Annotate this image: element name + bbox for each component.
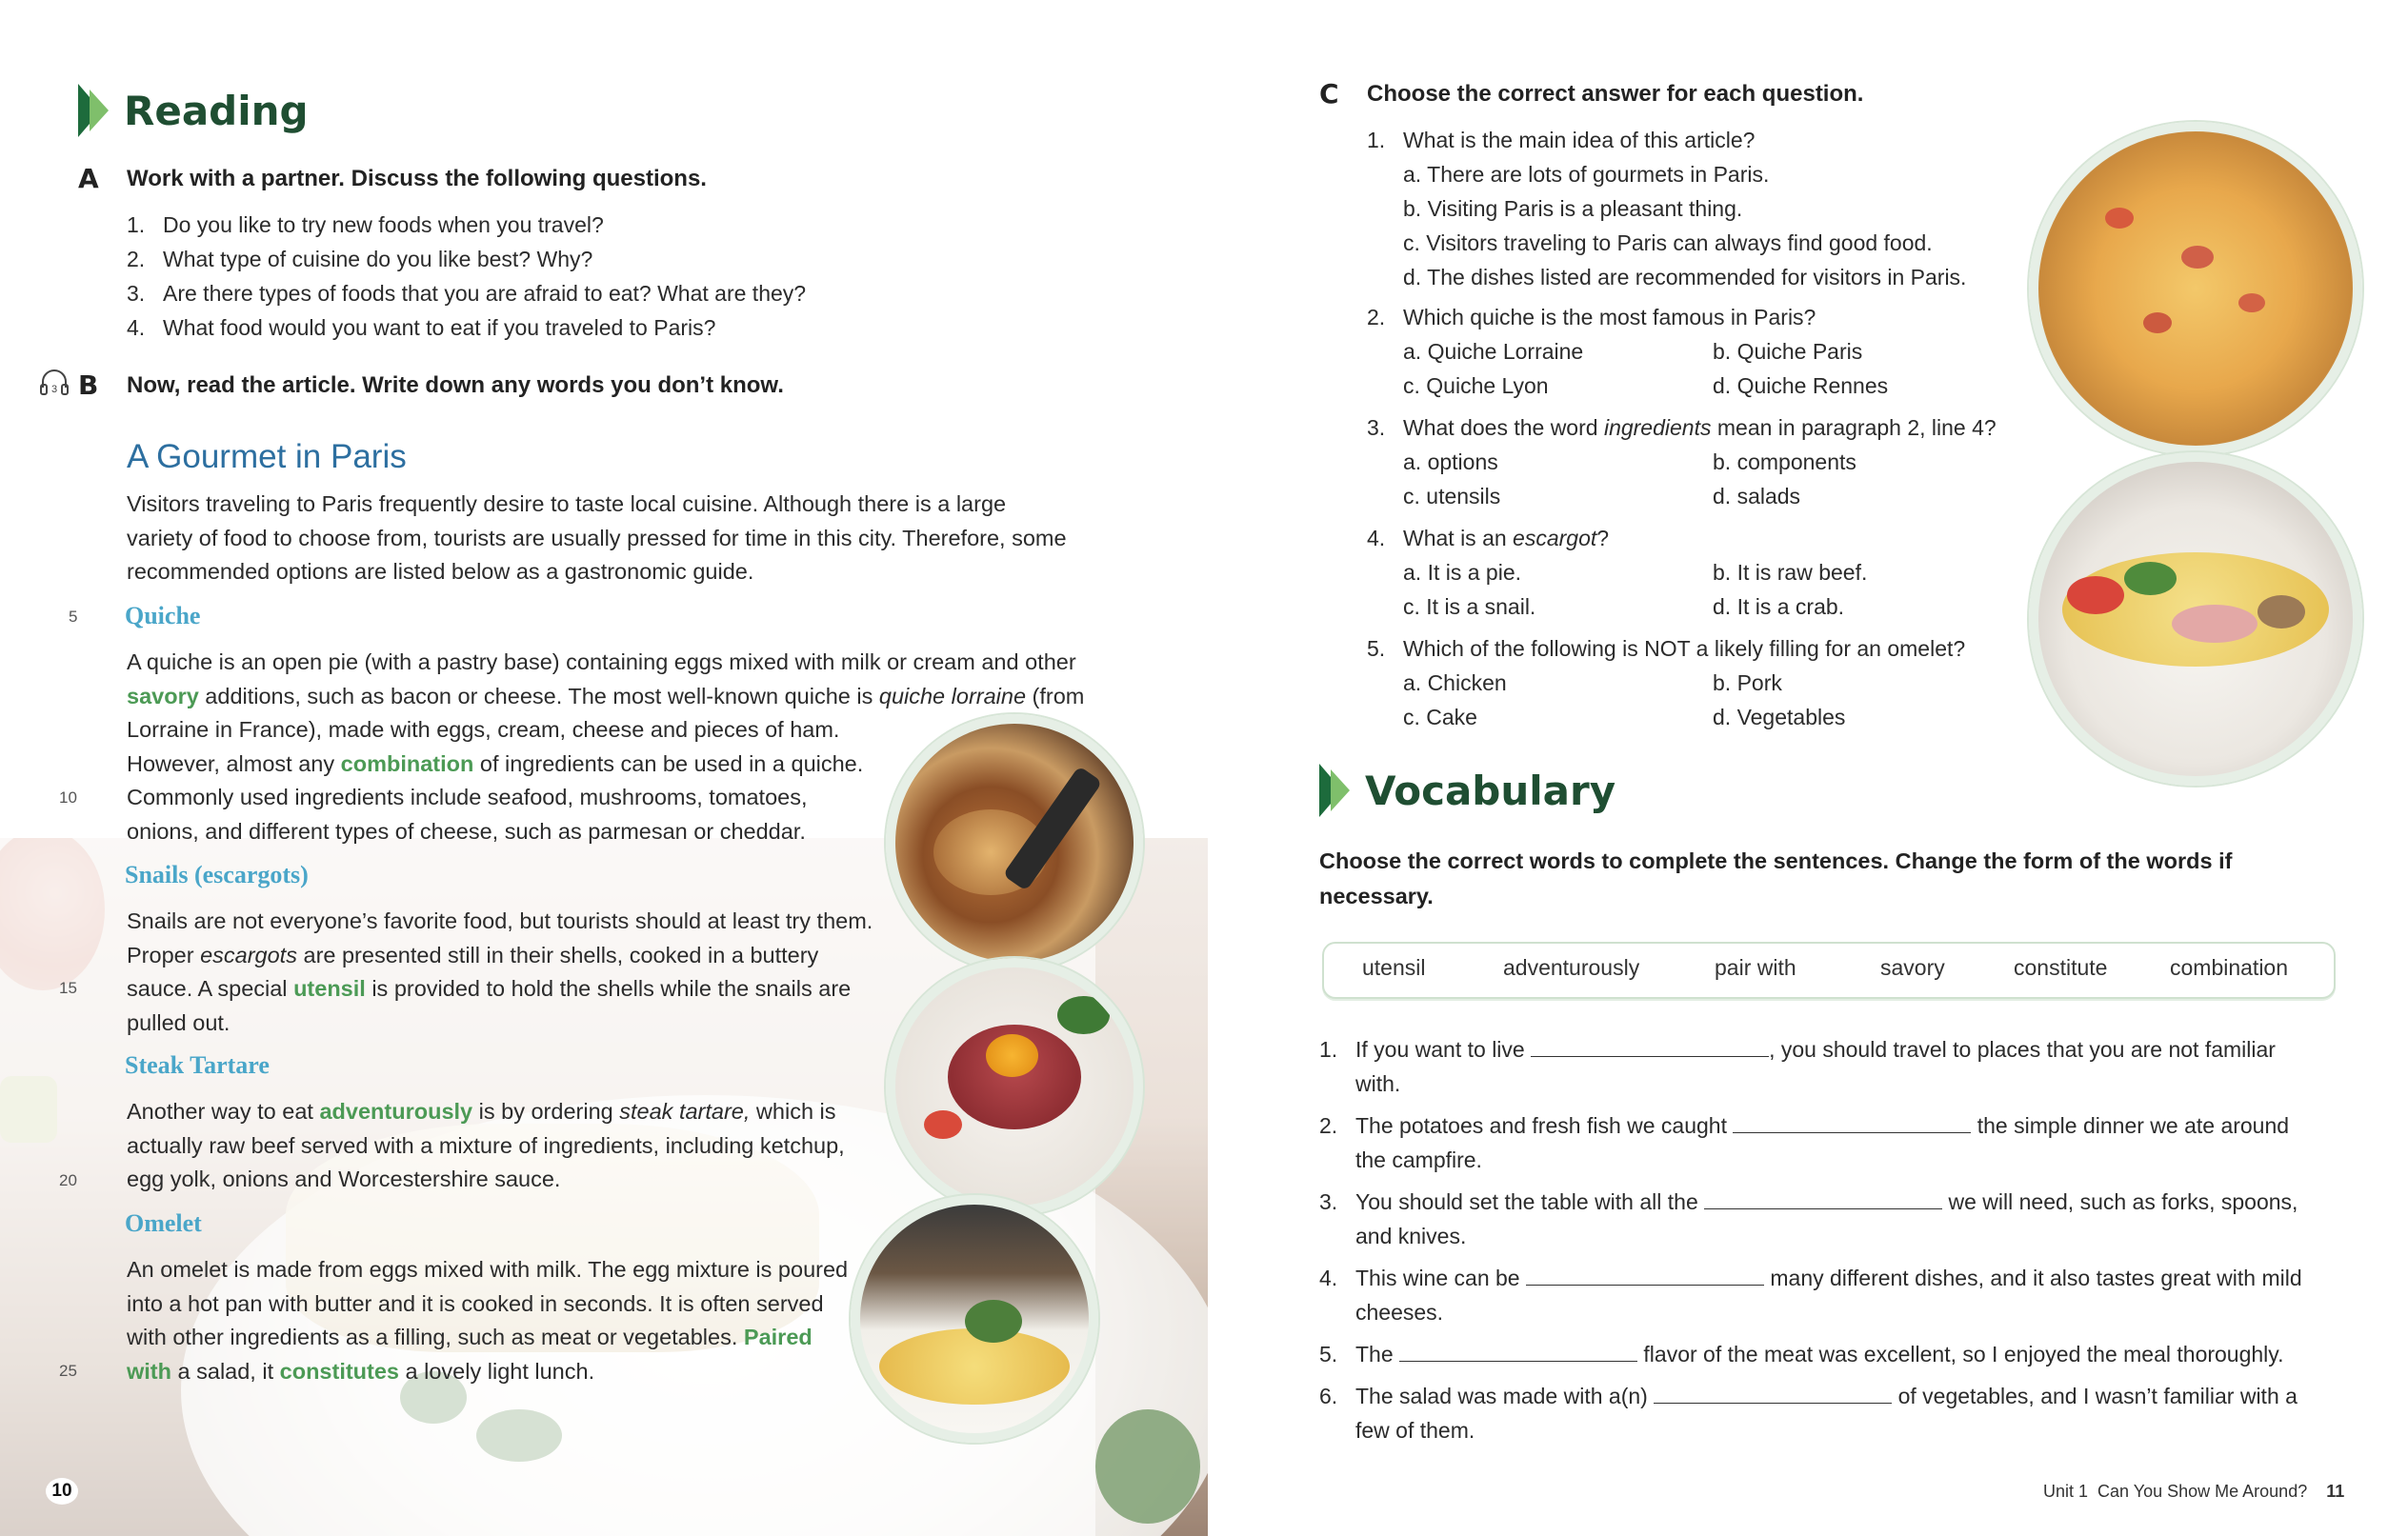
running-footer bbox=[2043, 1482, 2344, 1502]
unit-title: Can You Show Me Around? bbox=[2097, 1482, 2308, 1501]
answer-option: b. Quiche Paris bbox=[1713, 339, 1863, 364]
steak-tartare-photo bbox=[886, 958, 1143, 1215]
answer-option: d. salads bbox=[1713, 484, 1801, 509]
answer-option: a. There are lots of gourmets in Paris. bbox=[1403, 162, 1770, 187]
answer-option: a. Quiche Lorraine bbox=[1403, 339, 1584, 364]
section-a-questions bbox=[127, 208, 806, 345]
answer-option: b. components bbox=[1713, 449, 1856, 474]
word-bank-item: combination bbox=[2170, 955, 2289, 980]
vocab-sentence: 3. You should set the table with all the we will need, such as forks, spoons, and knives. bbox=[1319, 1189, 2298, 1248]
section-a-instruction: Work with a partner. Discuss the following questions. bbox=[127, 166, 707, 191]
vocabulary-instruction: Choose the correct words to complete the sentences. Change the form of the words if necessary. bbox=[1319, 848, 2233, 908]
vocab-sentence: 4. This wine can be many different dishes, and it also tastes great with mild cheeses. bbox=[1319, 1266, 2302, 1325]
word-bank-item: pair with bbox=[1715, 955, 1796, 980]
section-c-letter: C bbox=[1319, 78, 1339, 110]
section-a-letter: A bbox=[78, 163, 99, 194]
answer-option: a. It is a pie. bbox=[1403, 560, 1522, 585]
omelet-salad-photo bbox=[2029, 452, 2362, 786]
subheading-steak-tartare: Steak Tartare bbox=[125, 1051, 270, 1079]
right-page-number: 11 bbox=[2326, 1482, 2345, 1501]
quiche-photo bbox=[2029, 122, 2362, 455]
answer-option: c. It is a snail. bbox=[1403, 594, 1536, 619]
word-bank bbox=[1322, 942, 2336, 999]
list-item: 2. What type of cuisine do you like best? Why? bbox=[127, 247, 593, 271]
keyword-combination: combination bbox=[340, 750, 474, 776]
vocabulary-header bbox=[1319, 764, 1615, 817]
answer-option: d. It is a crab. bbox=[1713, 594, 1845, 619]
keyword-adventurously: adventurously bbox=[319, 1099, 473, 1124]
line-number: 15 bbox=[59, 979, 77, 997]
vocab-sentence: 6. The salad was made with a(n) of vegetables, and I wasn’t familiar with a few of them. bbox=[1319, 1384, 2298, 1443]
answer-blank[interactable] bbox=[1526, 1264, 1764, 1286]
question-2: 2. Which quiche is the most famous in Paris? a. Quiche Lorraine b. Quiche Paris c. Quiche Lyon d. Quiche Rennes bbox=[1367, 300, 1994, 403]
answer-option: c. Cake bbox=[1403, 705, 1477, 729]
subheading-omelet: Omelet bbox=[125, 1209, 202, 1237]
article-title: A Gourmet in Paris bbox=[127, 438, 407, 475]
line-number: 5 bbox=[69, 608, 78, 626]
answer-blank[interactable] bbox=[1654, 1382, 1892, 1404]
keyword-constitutes: constitutes bbox=[279, 1358, 400, 1384]
word-bank-item: utensil bbox=[1362, 955, 1426, 980]
word-bank-item: constitute bbox=[2014, 955, 2108, 980]
answer-option: c. utensils bbox=[1403, 484, 1501, 509]
list-item: 3. Are there types of foods that you are afraid to eat? What are they? bbox=[127, 281, 807, 306]
answer-blank[interactable] bbox=[1531, 1035, 1769, 1057]
answer-option: d. The dishes listed are recommended for visitors in Paris. bbox=[1403, 265, 1967, 289]
answer-option: a. Chicken bbox=[1403, 670, 1507, 695]
paragraph-omelet: An omelet is made from eggs mixed with milk. The egg mixture is poured into a hot pan with butter and it is cooked in seconds. It is often served with other ingredients as a filling, such as meat or vegetables. Paired with a salad, it constitutes a lovely light lunch. bbox=[127, 1257, 849, 1384]
snails-photo bbox=[886, 714, 1143, 971]
article-intro: Visitors traveling to Paris frequently desire to taste local cuisine. Although there is a large variety of food to choose from, tourists are usually pressed for time in this city. Therefore, some recommended options are listed below as a gastronomic guide. bbox=[127, 491, 1067, 585]
vocabulary-title: Vocabulary bbox=[1365, 767, 1616, 814]
answer-blank[interactable] bbox=[1733, 1111, 1971, 1133]
answer-option: d. Vegetables bbox=[1713, 705, 1846, 729]
keyword-savory: savory bbox=[127, 683, 199, 708]
answer-option: b. Visiting Paris is a pleasant thing. bbox=[1403, 196, 1743, 221]
section-b-instruction: Now, read the article. Write down any words you don’t know. bbox=[127, 372, 784, 398]
headphones-icon[interactable] bbox=[38, 367, 70, 399]
answer-option: a. options bbox=[1403, 449, 1498, 474]
word-bank-item: adventurously bbox=[1503, 955, 1640, 980]
answer-blank[interactable] bbox=[1704, 1187, 1942, 1209]
paragraph-quiche: A quiche is an open pie (with a pastry base) containing eggs mixed with milk or cream and other savory additions, such as bacon or cheese. The most well-known quiche is quiche lorraine (from Lorraine in France), made with eggs, cream, cheese and pieces of ham. However, almost any combination of ingredients can be used in a quiche. Commonly used ingredients include seafood, mushrooms, tomatoes, onions, and different types of cheese, such as parmesan or cheddar. bbox=[127, 649, 1085, 844]
audio-track-number: 3 bbox=[50, 384, 58, 395]
chevron-logo-icon bbox=[1319, 764, 1357, 817]
omelet-photo bbox=[851, 1195, 1098, 1443]
answer-option: c. Quiche Lyon bbox=[1403, 373, 1549, 398]
question-4: 4. What is an escargot? a. It is a pie. b. It is raw beef. c. It is a snail. d. It is a crab. bbox=[1367, 521, 1996, 624]
reading-title: Reading bbox=[124, 87, 309, 134]
vocab-sentence: 5. The flavor of the meat was excellent, so I enjoyed the meal thoroughly. bbox=[1319, 1342, 2284, 1366]
line-number: 10 bbox=[59, 788, 77, 807]
word-bank-item: savory bbox=[1880, 955, 1945, 980]
vocab-sentence: 2. The potatoes and fresh fish we caught the simple dinner we ate around the campfire. bbox=[1319, 1113, 2290, 1172]
chevron-logo-icon bbox=[78, 84, 116, 137]
question-3: 3. What does the word ingredients mean in paragraph 2, line 4? a. options b. components c. utensils d. salads bbox=[1367, 410, 1997, 513]
answer-option: b. Pork bbox=[1713, 670, 1782, 695]
unit-label: Unit 1 bbox=[2043, 1482, 2089, 1501]
question-5: 5. Which of the following is NOT a likely filling for an omelet? a. Chicken b. Pork c. Cake d. Vegetables bbox=[1367, 631, 1996, 734]
answer-option: c. Visitors traveling to Paris can always find good food. bbox=[1403, 230, 1933, 255]
line-number: 25 bbox=[59, 1362, 77, 1380]
list-item: 4. What food would you want to eat if you traveled to Paris? bbox=[127, 315, 716, 340]
list-item: 1. Do you like to try new foods when you travel? bbox=[127, 212, 604, 237]
line-number: 20 bbox=[59, 1171, 77, 1189]
reading-header bbox=[78, 84, 309, 137]
keyword-utensil: utensil bbox=[293, 976, 366, 1002]
left-page-number: 10 bbox=[46, 1478, 78, 1505]
question-1: 1. What is the main idea of this article? a. There are lots of gourmets in Paris. b. Visiting Paris is a pleasant thing. c. Visitors traveling to Paris can always find good food. d. The dishes listed are recommended for visitors in Paris. bbox=[1367, 123, 1966, 294]
subheading-quiche: Quiche bbox=[125, 602, 201, 629]
answer-option: d. Quiche Rennes bbox=[1713, 373, 1889, 398]
paragraph-tartare: Another way to eat adventurously is by ordering steak tartare, which is actually raw beef served with a mixture of ingredients, including ketchup, egg yolk, onions and Worcestershire sauce. bbox=[127, 1099, 845, 1192]
section-c-instruction: Choose the correct answer for each question. bbox=[1367, 81, 1864, 107]
subheading-snails: Snails (escargots) bbox=[125, 861, 309, 888]
answer-blank[interactable] bbox=[1399, 1340, 1637, 1362]
keyword-with: with bbox=[127, 1358, 171, 1384]
paragraph-snails: Snails are not everyone’s favorite food, but tourists should at least try them. Proper escargots are presented still in their shells, cooked in a buttery sauce. A special utensil is provided to hold the shells while the snails are pulled out. bbox=[127, 908, 873, 1035]
section-b-letter: B bbox=[78, 369, 99, 401]
vocab-sentence: 1. If you want to live , you should travel to places that you are not familiar with. bbox=[1319, 1037, 2276, 1096]
answer-option: b. It is raw beef. bbox=[1713, 560, 1868, 585]
keyword-paired: Paired bbox=[743, 1325, 813, 1350]
